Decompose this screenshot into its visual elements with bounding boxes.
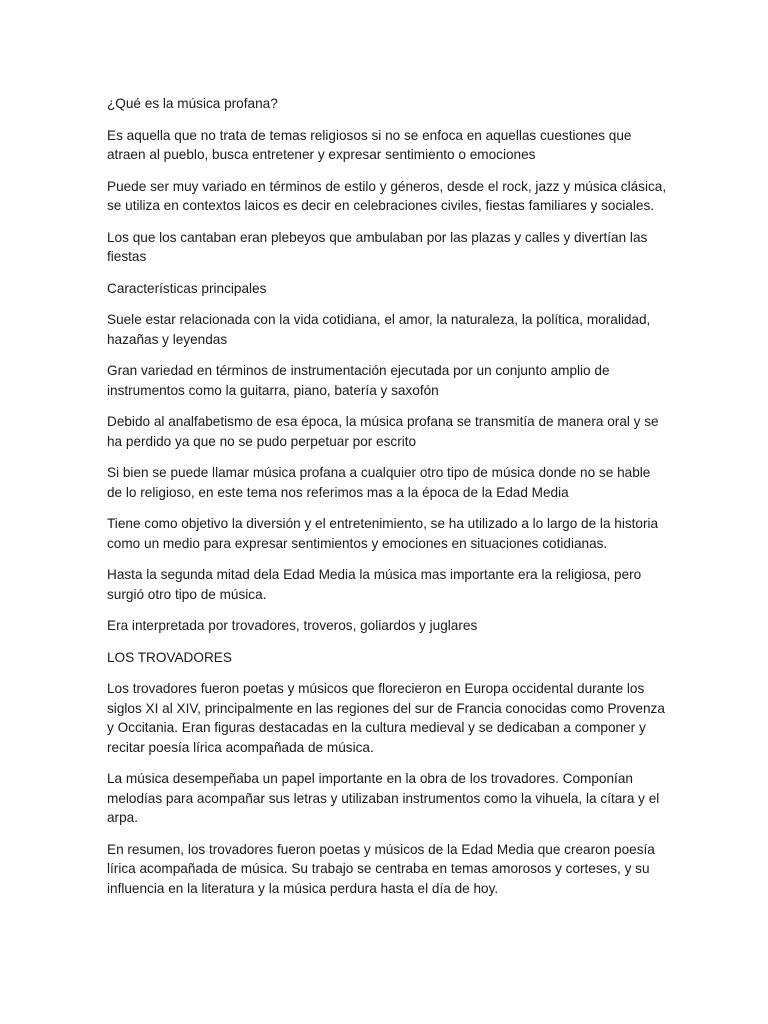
paragraph-middle-ages: Si bien se puede llamar música profana a cualquier otro tipo de música donde no se hable de lo religioso, en este tema nos referimos mas a la época de la Edad Media (107, 465, 651, 500)
paragraph-history: Hasta la segunda mitad dela Edad Media la música mas importante era la religiosa, pero surgió otro tipo de música. (107, 567, 642, 602)
paragraph-performers: Los que los cantaban eran plebeyos que ambulaban por las plazas y calles y divertían las fiestas (107, 229, 648, 264)
paragraph-interpreters: Era interpretada por trovadores, troveros, goliardos y juglares (107, 618, 478, 633)
document-page (107, 94, 667, 910)
paragraph-instrumentation: Gran variedad en términos de instrumentación ejecutada por un conjunto amplio de instrumentos como la guitarra, piano, batería y saxofón (107, 363, 610, 398)
paragraph-trovadores-music: La música desempeñaba un papel importante en la obra de los trovadores. Componían melodías para acompañar sus letras y utilizaban instrumentos como la vihuela, la cítara y el arpa. (107, 771, 660, 825)
paragraph-variety: Puede ser muy variado en términos de estilo y géneros, desde el rock, jazz y música clásica, se utiliza en contextos laicos es decir en celebraciones civiles, fiestas familiares y sociales. (107, 178, 667, 213)
paragraph-objective: Tiene como objetivo la diversión y el entretenimiento, se ha utilizado a lo largo de la historia como un medio para expresar sentimientos y emociones en situaciones cotidianas. (107, 516, 659, 551)
paragraph-themes: Suele estar relacionada con la vida cotidiana, el amor, la naturaleza, la política, moralidad, hazañas y leyendas (107, 312, 651, 347)
question-heading: ¿Qué es la música profana? (107, 96, 278, 111)
section-heading-characteristics: Características principales (107, 280, 267, 296)
section-heading-trovadores: LOS TROVADORES (107, 649, 232, 665)
paragraph-trovadores-intro: Los trovadores fueron poetas y músicos que florecieron en Europa occidental durante los siglos XI al XIV, principalmente en las regiones del sur de Francia conocidas como Provenza y Occitania. Eran figuras destacadas en la cultura medieval y se dedicaban a componer y recitar poesía lírica acompañada de música. (107, 681, 665, 755)
paragraph-summary: En resumen, los trovadores fueron poetas y músicos de la Edad Media que crearon poesía lírica acompañada de música. Su trabajo se centraba en temas amorosos y corteses, y su influencia en la literatura y la música perdura hasta el día de hoy. (107, 841, 655, 896)
paragraph-definition: Es aquella que no trata de temas religiosos si no se enfoca en aquellas cuestiones que atraen al pueblo, busca entretener y expresar sentimiento o emociones (107, 127, 632, 162)
paragraph-oral-tradition: Debido al analfabetismo de esa época, la música profana se transmitía de manera oral y se ha perdido ya que no se pudo perpetuar por escrito (107, 414, 659, 449)
